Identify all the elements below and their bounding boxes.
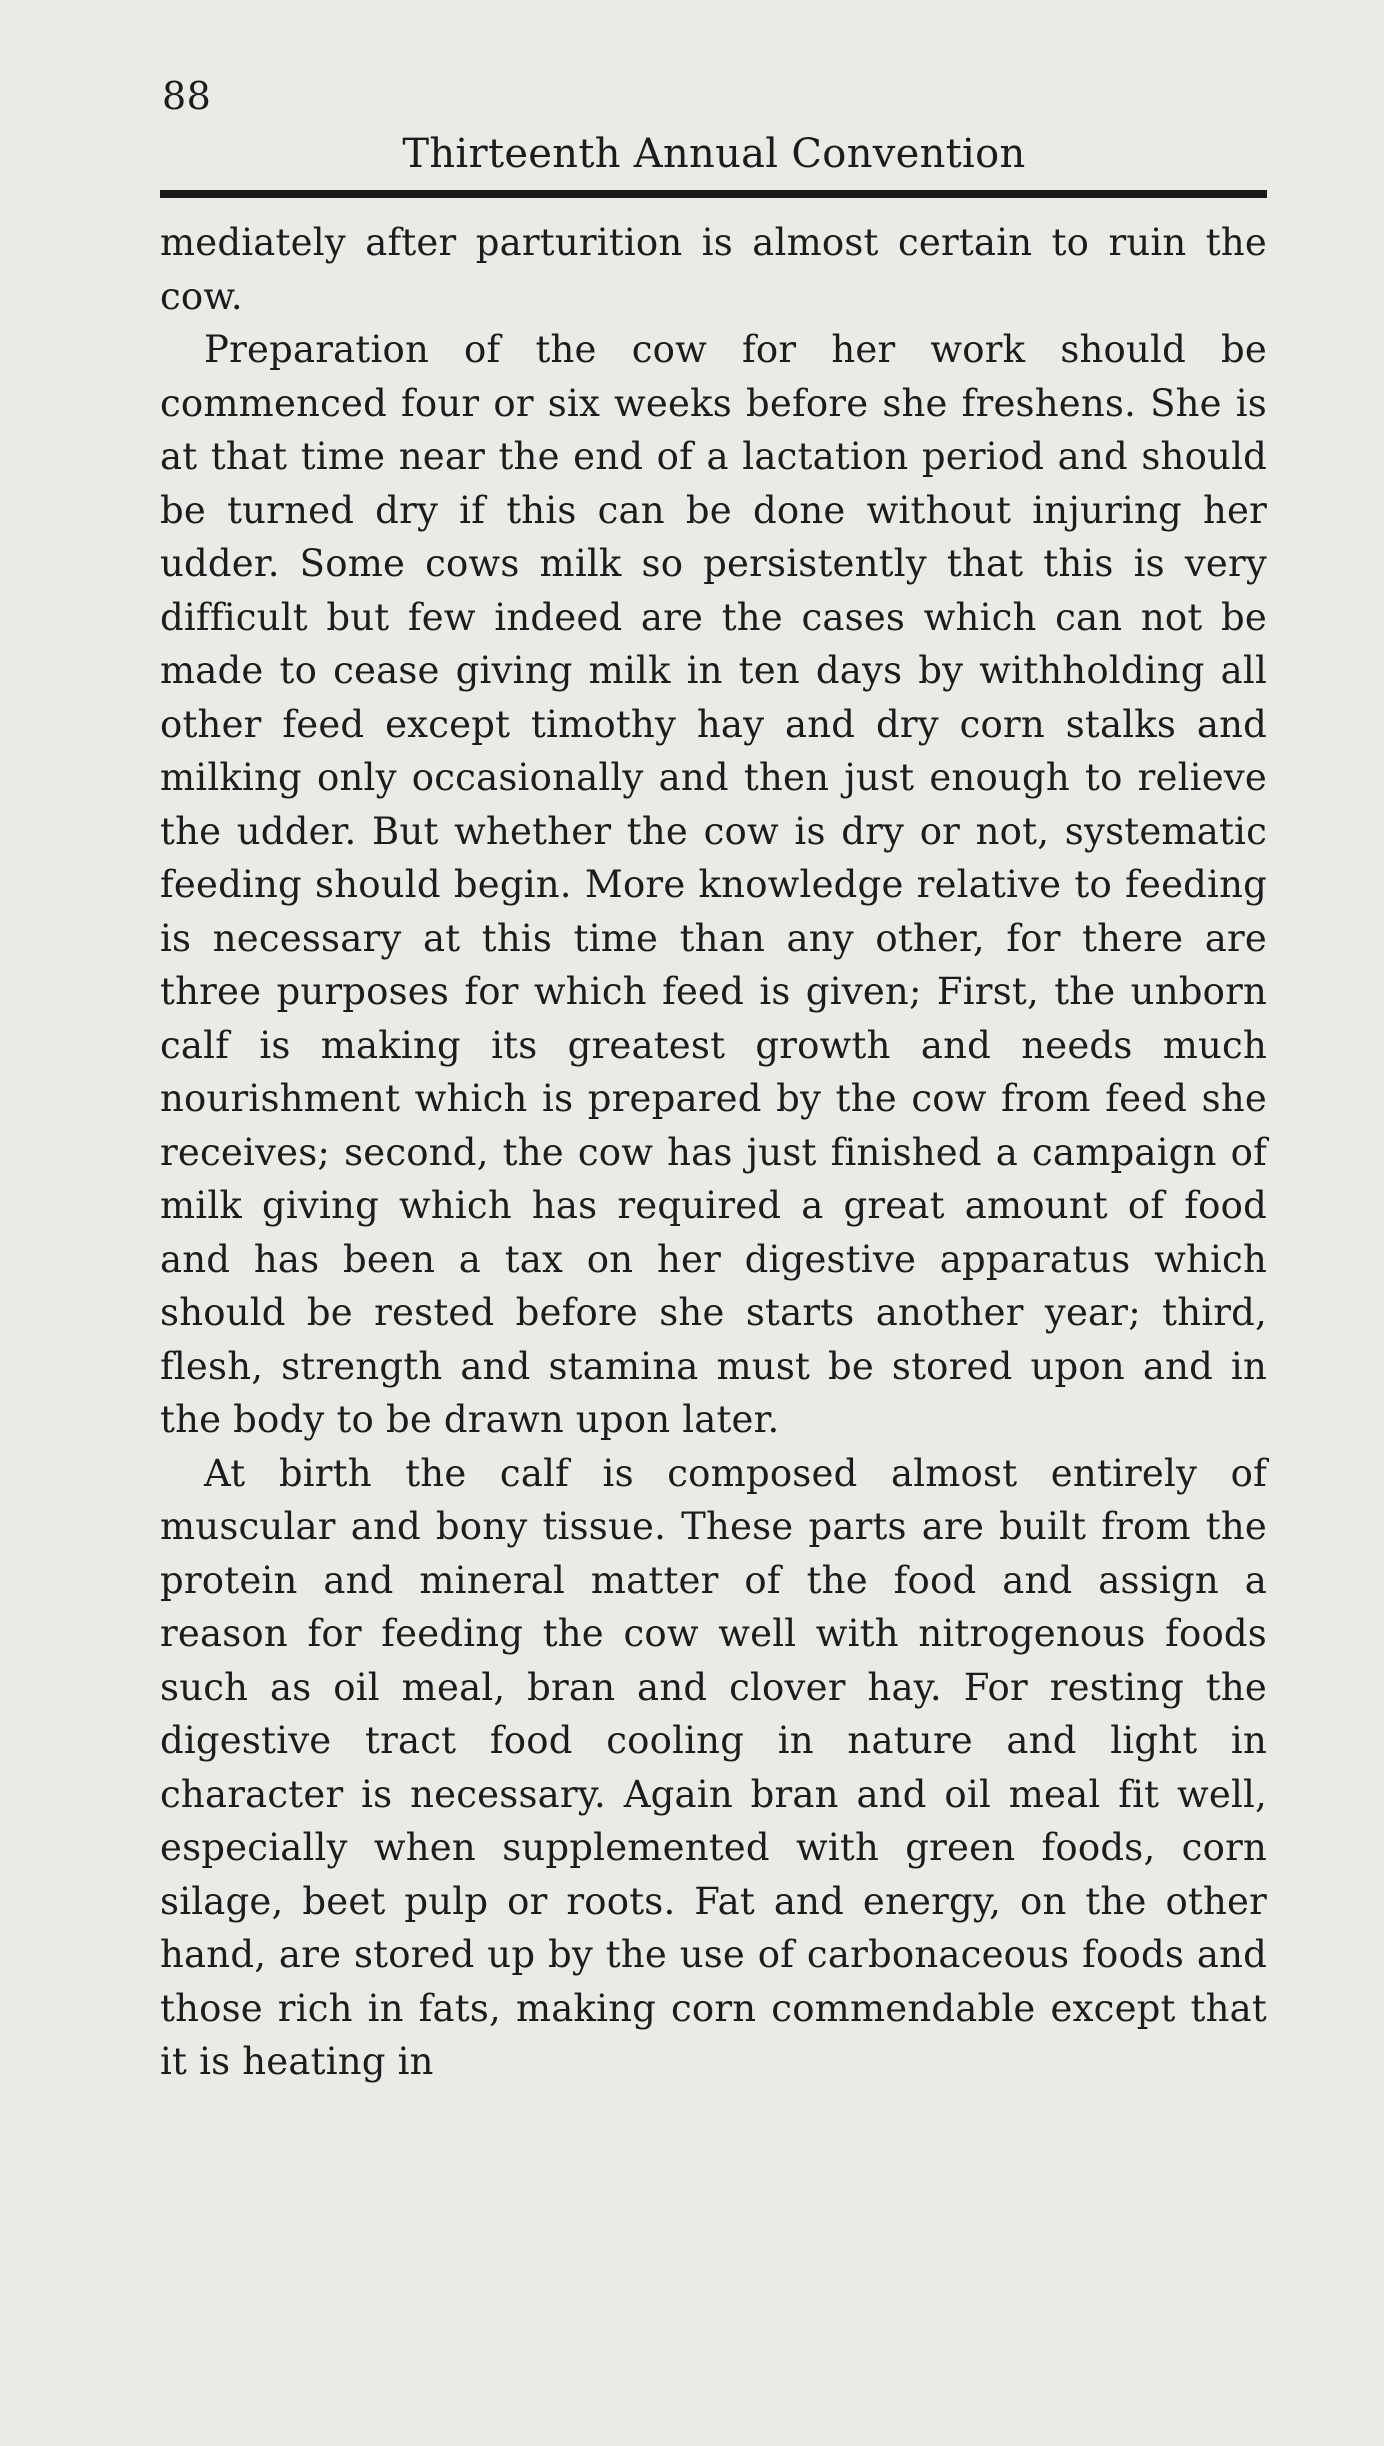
body-text bbox=[160, 216, 1267, 2089]
paragraph-preparation: Preparation of the cow for her work should be commenced four or six weeks before she freshens. She is at that time near the end of a lactation period and should be turned dry if this can be done without injuring her udder. Some cows milk so persistently that this is very difficult but few indeed are the cases which can not be made to cease giving milk in ten days by withholding all other feed except timothy hay and dry corn stalks and milking only occasionally and then just enough to relieve the udder. But whether the cow is dry or not, systematic feeding should begin. More knowledge relative to feeding is necessary at this time than any other, for there are three purposes for which feed is given; First, the unborn calf is making its greatest growth and needs much nourishment which is prepared by the cow from feed she receives; second, the cow has just finished a campaign of milk giving which has required a great amount of food and has been a tax on her digestive apparatus which should be rested before she starts another year; third, flesh, strength and stamina must be stored upon and in the body to be drawn upon later. bbox=[160, 328, 1267, 1441]
page-number: 88 bbox=[162, 74, 212, 118]
paragraph-continuation: mediately after parturition is almost certain to ruin the cow. bbox=[160, 221, 1267, 318]
running-title: Thirteenth Annual Convention bbox=[402, 131, 1026, 177]
header-rule bbox=[160, 190, 1267, 198]
paragraph-calf-composition: At birth the calf is composed almost entirely of muscular and bony tissue. These parts are built from the protein and mineral matter of the food and assign a reason for feeding the cow well with nitrogenous foods such as oil meal, bran and clover hay. For resting the digestive tract food cooling in nature and light in character is necessary. Again bran and oil meal fit well, especially when supplemented with green foods, corn silage, beet pulp or roots. Fat and energy, on the other hand, are stored up by the use of carbonaceous foods and those rich in fats, making corn commendable except that it is heating in bbox=[160, 1451, 1267, 2083]
